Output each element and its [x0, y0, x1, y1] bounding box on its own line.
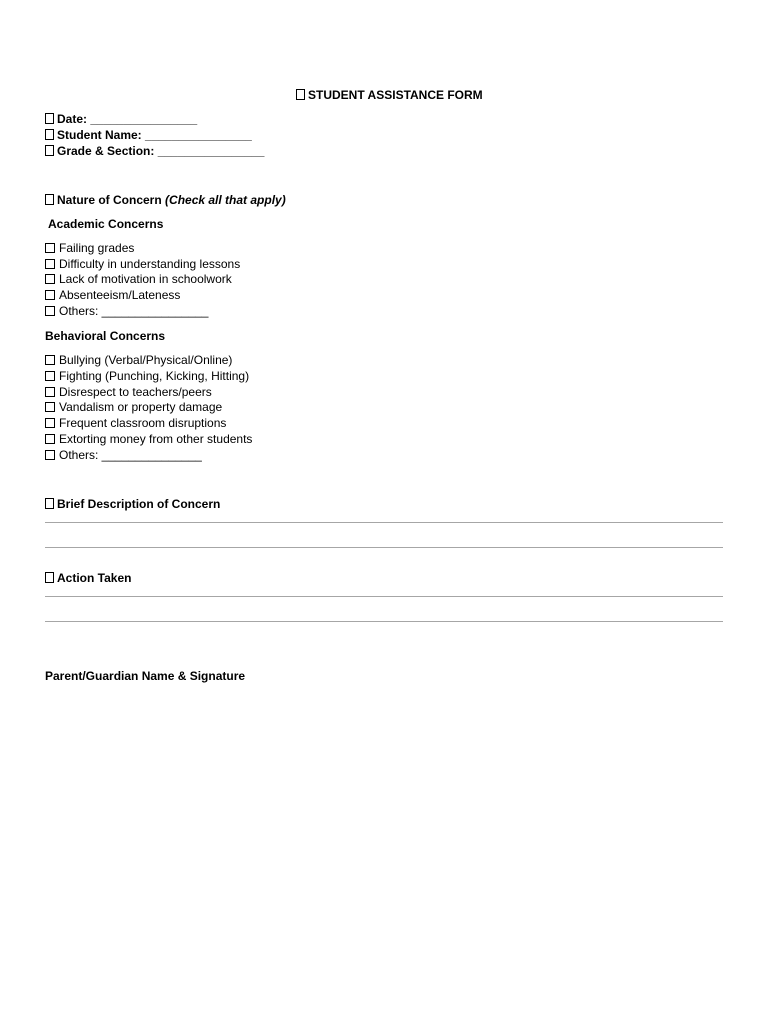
date-field[interactable] — [45, 112, 197, 127]
description-line-2[interactable] — [45, 547, 723, 548]
grade-icon — [45, 145, 54, 156]
date-blank: ________________ — [90, 112, 198, 126]
checkbox-icon[interactable] — [45, 402, 55, 412]
checkbox-icon[interactable] — [45, 274, 55, 284]
checkbox-extorting[interactable] — [45, 432, 252, 447]
checkbox-label: Failing grades — [59, 241, 135, 255]
checkbox-label: Difficulty in understanding lessons — [59, 257, 241, 271]
checkbox-label: Extorting money from other students — [59, 432, 253, 446]
description-icon — [45, 498, 54, 509]
date-icon — [45, 113, 54, 124]
nature-note: (Check all that apply) — [165, 193, 286, 207]
checkbox-absenteeism[interactable] — [45, 288, 180, 303]
action-heading — [45, 571, 131, 586]
checkbox-disruptions[interactable] — [45, 416, 226, 431]
checkbox-label: Disrespect to teachers/peers — [59, 385, 212, 399]
checkbox-bullying[interactable] — [45, 353, 232, 368]
grade-section-field[interactable] — [45, 144, 264, 159]
action-line-1[interactable] — [45, 596, 723, 597]
grade-section-blank: ________________ — [157, 144, 265, 158]
checkbox-label: Others: _______________ — [59, 448, 202, 462]
checkbox-label: Others: ________________ — [59, 304, 209, 318]
checkbox-label: Bullying (Verbal/Physical/Online) — [59, 353, 233, 367]
grade-section-label: Grade & Section: — [57, 144, 155, 158]
academic-heading: Academic Concerns — [48, 217, 164, 231]
checkbox-difficulty-lessons[interactable] — [45, 257, 240, 272]
checkbox-label: Fighting (Punching, Kicking, Hitting) — [59, 369, 250, 383]
checkbox-vandalism[interactable] — [45, 400, 222, 415]
checkbox-label: Vandalism or property damage — [59, 400, 223, 414]
action-line-2[interactable] — [45, 621, 723, 622]
checkbox-icon[interactable] — [45, 434, 55, 444]
checkbox-icon[interactable] — [45, 306, 55, 316]
title-icon — [296, 89, 305, 100]
checkbox-failing-grades[interactable] — [45, 241, 134, 256]
checkbox-label: Frequent classroom disruptions — [59, 416, 227, 430]
student-icon — [45, 129, 54, 140]
checkbox-icon[interactable] — [45, 450, 55, 460]
student-name-label: Student Name: — [57, 128, 142, 142]
checkbox-fighting[interactable] — [45, 369, 249, 384]
description-heading-text: Brief Description of Concern — [57, 497, 221, 511]
student-name-blank: ________________ — [145, 128, 252, 142]
checkbox-icon[interactable] — [45, 355, 55, 365]
checkbox-icon[interactable] — [45, 290, 55, 300]
date-label: Date: — [57, 112, 88, 126]
signature-label: Parent/Guardian Name & Signature — [45, 669, 246, 683]
checkbox-lack-motivation[interactable] — [45, 272, 232, 287]
checkbox-icon[interactable] — [45, 259, 55, 269]
form-title — [296, 88, 483, 103]
student-name-field[interactable] — [45, 128, 252, 143]
behavioral-heading: Behavioral Concerns — [45, 329, 166, 343]
checkbox-icon[interactable] — [45, 243, 55, 253]
description-line-1[interactable] — [45, 522, 723, 523]
checkbox-academic-others[interactable] — [45, 304, 208, 319]
form-title-text: STUDENT ASSISTANCE FORM — [308, 88, 483, 102]
action-heading-text: Action Taken — [57, 571, 132, 585]
action-icon — [45, 572, 54, 583]
checkbox-behavioral-others[interactable] — [45, 448, 202, 463]
nature-heading-text: Nature of Concern — [57, 193, 162, 207]
checkbox-icon[interactable] — [45, 371, 55, 381]
description-heading — [45, 497, 220, 512]
checkbox-label: Absenteeism/Lateness — [59, 288, 181, 302]
checkbox-disrespect[interactable] — [45, 385, 212, 400]
nature-heading — [45, 193, 286, 208]
checkbox-label: Lack of motivation in schoolwork — [59, 272, 232, 286]
checkbox-icon[interactable] — [45, 387, 55, 397]
checkbox-icon[interactable] — [45, 418, 55, 428]
nature-icon — [45, 194, 54, 205]
